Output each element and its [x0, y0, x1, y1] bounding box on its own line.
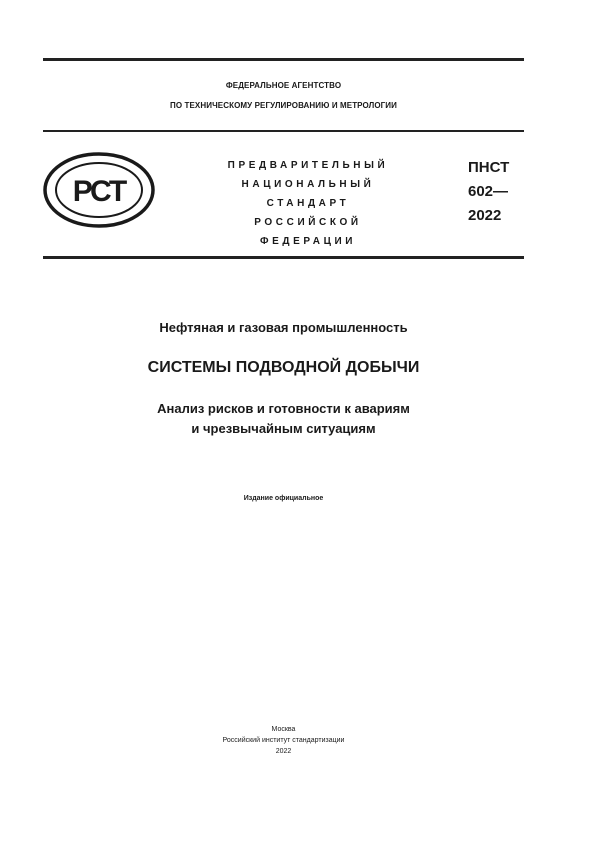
edition-label: Издание официальное — [243, 495, 324, 502]
standard-code-prefix: ПНСТ — [468, 159, 510, 176]
subtitle-line-1: Анализ рисков и готовности к авариям — [157, 401, 410, 416]
imprint-year: 2022 — [275, 748, 292, 755]
header-bottom-rule — [43, 256, 524, 259]
rst-emblem-icon — [43, 152, 155, 228]
standard-type-line: ФЕДЕРАЦИИ — [259, 236, 357, 247]
standard-code — [468, 156, 509, 228]
agency-line-1: ФЕДЕРАЛЬНОЕ АГЕНТСТВО — [225, 81, 342, 90]
subtitle-line-2: и чрезвычайным ситуациям — [191, 421, 376, 436]
imprint-publisher: Российский институт стандартизации — [222, 737, 345, 744]
standard-type — [210, 156, 406, 251]
standard-type-line: РОССИЙСКОЙ — [254, 217, 362, 228]
standard-type-line: НАЦИОНАЛЬНЫЙ — [241, 179, 375, 190]
imprint-city: Москва — [271, 726, 296, 733]
industry-title: Нефтяная и газовая промышленность — [159, 320, 408, 335]
agency-line-2: ПО ТЕХНИЧЕСКОМУ РЕГУЛИРОВАНИЮ И МЕТРОЛОГИИ — [169, 101, 398, 110]
emblem-text: РСТ — [72, 175, 126, 208]
top-rule — [43, 58, 524, 61]
standard-code-year: 2022 — [468, 207, 502, 224]
header-rule — [43, 130, 524, 132]
main-title: СИСТЕМЫ ПОДВОДНОЙ ДОБЫЧИ — [147, 359, 420, 376]
imprint — [43, 724, 524, 757]
subtitle — [43, 399, 524, 439]
standard-code-number: 602— — [468, 183, 509, 200]
standard-type-line: ПРЕДВАРИТЕЛЬНЫЙ — [227, 160, 389, 171]
standard-type-line: СТАНДАРТ — [266, 198, 350, 209]
